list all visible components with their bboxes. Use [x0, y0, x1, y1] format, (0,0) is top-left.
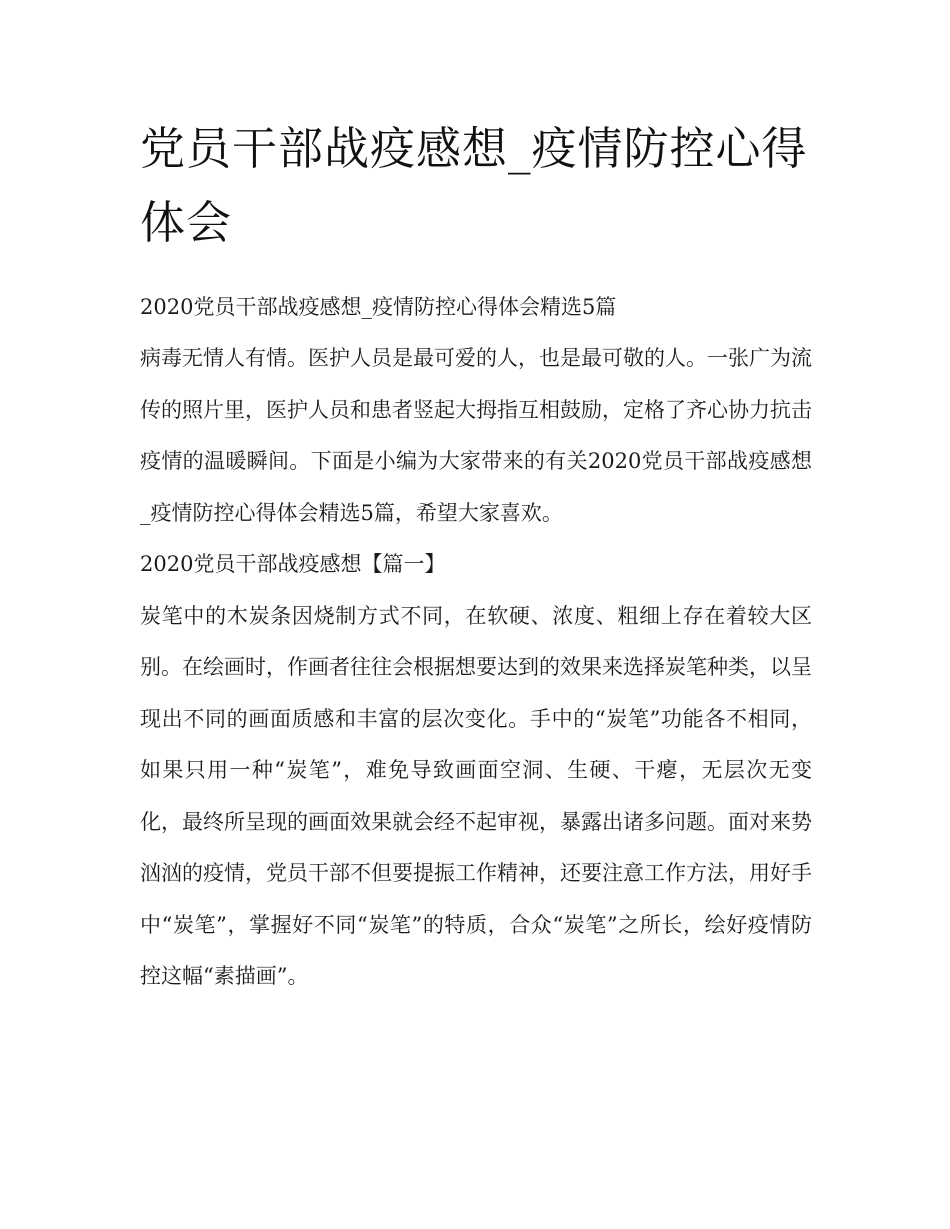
document-title: 党员干部战疫感想_疫情防控心得体会 — [140, 122, 808, 249]
document-subtitle: 2020党员干部战疫感想_疫情防控心得体会精选5篇 — [140, 295, 617, 319]
intro-paragraph: 病毒无情人有情。医护人员是最可爱的人，也是最可敬的人。一张广为流传的照片里，医护人员和患者竖起大拇指互相鼓励，定格了齐心协力抗击疫情的温暖瞬间。下面是小编为大家带来的有关2020党员干部战疫感想_疫情防控心得体会精选5篇，希望大家喜欢。 — [140, 346, 812, 525]
document-page — [140, 112, 812, 1003]
body-paragraph: 炭笔中的木炭条因烧制方式不同，在软硬、浓度、粗细上存在着较大区别。在绘画时，作画者往往会根据想要达到的效果来选择炭笔种类，以呈现出不同的画面质感和丰富的层次变化。手中的“炭笔”功能各不相同，如果只用一种“炭笔”，难免导致画面空洞、生硬、干瘪，无层次无变化，最终所呈现的画面效果就会经不起审视，暴露出诸多问题。面对来势汹汹的疫情，党员干部不但要提振工作精神，还要注意工作方法，用好手中“炭笔”，掌握好不同“炭笔”的特质，合众“炭笔”之所长，绘好疫情防控这幅“素描画”。 — [140, 603, 812, 988]
section-heading: 2020党员干部战疫感想【篇一】 — [140, 552, 446, 576]
